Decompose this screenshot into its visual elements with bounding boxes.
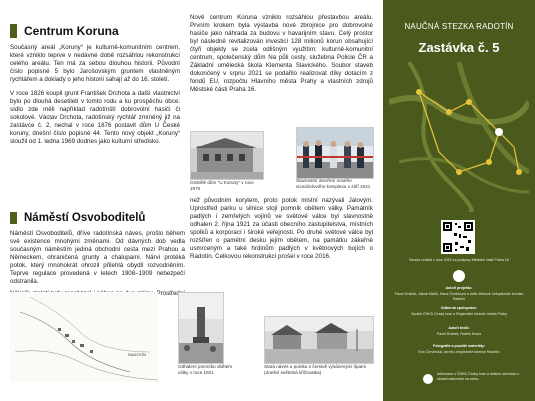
map-label: RADOTÍN xyxy=(128,352,146,357)
photo-opening-2021 xyxy=(296,127,374,179)
bottom-note: Informace o ČHKD Český kras a dalších stezkách v oblasti naleznete na webu xyxy=(437,372,520,381)
credits-foto: Eva Červinská, archiv Letopisecké komise Radotín xyxy=(418,350,500,354)
credits-text-title: Autoři textů: xyxy=(448,326,470,330)
paragraph: Náměstí Osvoboditelů, dříve radotínská náves, prošlo během své existence mnohými změnami. Od dávných dob vedla současným náměstím jediná obchodní cesta mezi Prahou a Německem, ohraničená grunty a chalupami. Nárvi protéká potok, který mnohokrát ohrozil přilehlá obydlí rozvodněním. Teprve regulace provedená v letech 1908–1909 nebezpečí odstranila. xyxy=(10,230,185,285)
caption-opening-2021: Slavnostní otevření nového víceúčelového komplexu v září 2021 xyxy=(296,178,371,189)
qr-note: Stezka vznikla v roce 2022 za podpory Městské části Praha 16 xyxy=(409,258,509,262)
title-bar-accent xyxy=(10,24,17,38)
paragraph: Prostřední xyxy=(156,290,185,297)
section-title-namesti: Náměstí Osvoboditelů xyxy=(24,212,146,224)
district-logo xyxy=(453,270,465,282)
qr-code[interactable] xyxy=(441,220,475,254)
credits-odb: Spolek ČHKD Český kras a Regionální historie města Prahy xyxy=(411,312,507,316)
mid-column xyxy=(190,14,373,98)
paragraph: Současný areál „Koruny“ je kulturně-komunitním centrem, které vzniklo teprve v nedávné době rozsáhlou rekonstrukcí celého areálu. Ten má za sebou dlouhou historii. Původní číslo popisné 5 bylo Jarošovským gruntem vlastněným rychtářem a doklady o jeho historii sahají až do 16. století. xyxy=(10,44,180,83)
caption-monument-1921: Odhalení pomníku obětem války v roce 1921 xyxy=(178,364,233,375)
photo-row xyxy=(190,127,373,193)
right-panel xyxy=(383,0,535,401)
credits-text: Pavel Drabek, Radek Kraus xyxy=(436,332,482,336)
historic-map-image xyxy=(10,292,158,382)
stop-number: Zastávka č. 5 xyxy=(418,40,500,55)
chkd-logo xyxy=(423,374,433,384)
photo-monument-1921 xyxy=(178,292,224,364)
trail-title: NAUČNÁ STEZKA RADOTÍN xyxy=(404,22,514,31)
mid-column-continued xyxy=(190,197,373,265)
paragraph: V roce 1826 koupil grunt František Drchota a další vlastnictví bylo po dlouhá desetiletí v tomto rodu a ku prospěchu obce: sídlo zde měli například radotínští dobrovolní hasiči či sokolové. Václav Drchota, radotínský rychtář zmíněný již na zastávce č. 2, nechal v roce 1876 postavit dům U České koruny, dnešní číslo popisné 44. Tento nový objekt „Koruny“ sloužil od 1. ledna 1969 dodnes jako kulturní středisko. xyxy=(10,90,180,145)
caption-old-square: Stará náves u potoka s čerstvě vysázenými lípami (dnešní světelná křižovatka) xyxy=(264,364,366,375)
section-title-centrum-koruna: Centrum Koruna xyxy=(24,24,119,38)
section-centrum-koruna xyxy=(10,18,180,150)
credits-odb-title: Odborná spolupráce: xyxy=(440,306,478,310)
paragraph: než původním korytem, proto potok mistní nazývali Jalovým. Uprostřed parku u silnice stojí pomník obětem války. Památník padlých i zemřelých vojínů ve světové válce byl slavnostně odhalen 2. října 1921 za účasti obecního zastupitelstva, místních spolků a korporací i široké veřejnosti. Po druhé světové válce byl rozšířen o pamětní desku jejím obětem, na památku zákeřně usmrceným a také hrdinům padlých v květnových bojích o Radotín. Celkovou rekonstrukcí prošel v roce 2016. xyxy=(190,197,373,260)
bottom-image-row xyxy=(10,292,373,392)
trail-map xyxy=(389,62,529,212)
paragraph: Nově centrum Koruna vzniklo rozsáhlou přestavbou areálu. Prvním krokem byla výstavba nové zbrojnice pro dobrovolné hasiče jako náhrada za budovu v havarijním stavu. Celý prostor byl následně revitalizován investicí 128 milionů korun obsahující čtyři objekty se zcela odlišným využitím: kulturně-komunitní centrum, společenský dům Na půli cesty, služebna Policie ČR a Základní umělecká škola Klementa Slavického. Soubor staveb dokončený v srpnu 2021 se podařilo realizovat díky dotacím z fondů EU, rozpočtu Hlavního města Prahy a vlastních zdrojů Městské části Praha 16. xyxy=(190,14,373,93)
title-bar-accent xyxy=(10,212,17,224)
photo-old-square xyxy=(264,316,374,364)
caption-koruna-1970: Ombělé dům "U Koruny" v roce 1970 xyxy=(190,180,254,191)
photo-koruna-1970 xyxy=(190,131,264,180)
credits-foto-title: Fotografie a použité materiály: xyxy=(432,344,486,348)
credits-authors: Pavel Drabek, Jakub Mařík, Hana Čerdíková a další členové Letopisecké komise Radotín xyxy=(394,292,524,301)
credits-authors-title: Autoři projektu: xyxy=(445,286,473,290)
